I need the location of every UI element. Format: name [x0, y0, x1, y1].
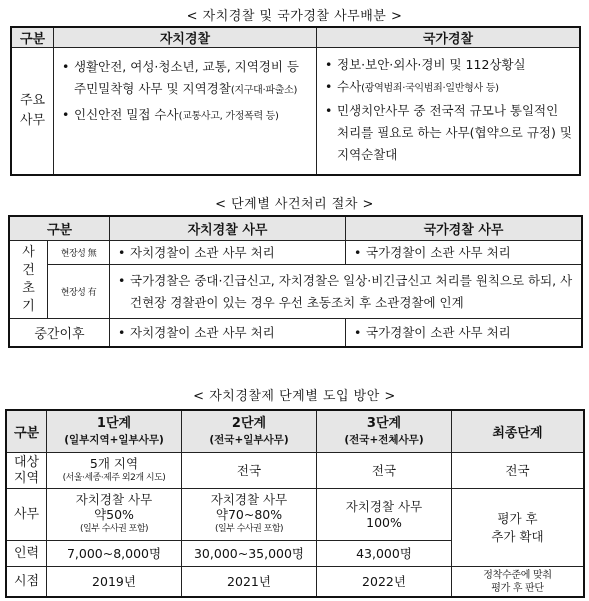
header-category: 구분 — [7, 411, 47, 453]
national-duty-item-2: • 수사(광역범죄·국익범죄·일반형사 등) — [323, 76, 573, 100]
row-label-duty: 사무 — [7, 489, 47, 541]
duty-stage2: 자치경찰 사무 약70~80% (일부 수사권 포함) — [182, 489, 317, 541]
header-stage2: 2단계 (전국+일부사무) — [182, 411, 317, 453]
initial-joint-cell: • 국가경찰은 중대·긴급신고, 자치경찰은 일상·비긴급신고 처리를 원칙으로 하되, 사건현장 경찰관이 있는 경우 우선 초동조치 후 소관경찰에 인계 — [110, 265, 582, 319]
local-duty-cell — [54, 48, 317, 175]
national-duty-item-1: • 정보·보안·외사·경비 및 112상황실 — [323, 54, 573, 76]
time-stage1: 2019년 — [47, 567, 182, 597]
scene-none-label: 현장성 無 — [48, 241, 110, 265]
row-label-main-duty: 주요 사무 — [12, 48, 54, 175]
header-national-police: 국가경찰 — [317, 28, 580, 48]
time-final: 정착수준에 맞춰 평가 후 판단 — [452, 567, 584, 597]
national-duty-cell — [317, 48, 580, 175]
header-local-police: 자치경찰 — [54, 28, 317, 48]
local-duty-item-2: • 인신안전 밀접 수사(교통사고, 가정폭력 등) — [60, 104, 310, 128]
staff-stage2: 30,000~35,000명 — [182, 541, 317, 567]
scene-yes-label: 현장성 有 — [48, 265, 110, 319]
initial-local-cell: • 자치경찰이 소관 사무 처리 — [110, 241, 346, 265]
section3-title: < 자치경찰제 단계별 도입 방안 > — [193, 389, 396, 404]
header-national-duty: 국가경찰 사무 — [346, 217, 582, 241]
staff-stage3: 43,000명 — [317, 541, 452, 567]
case-procedure-table — [9, 216, 582, 347]
row-label-timing: 시점 — [7, 567, 47, 597]
later-national-cell: • 국가경찰이 소관 사무 처리 — [346, 319, 582, 347]
section2-title: < 단계별 사건처리 절차 > — [215, 197, 374, 212]
header-stage3: 3단계 (전국+전체사무) — [317, 411, 452, 453]
region-stage2: 전국 — [182, 453, 317, 489]
time-stage3: 2022년 — [317, 567, 452, 597]
later-local-cell: • 자치경찰이 소관 사무 처리 — [110, 319, 346, 347]
duty-stage1: 자치경찰 사무 약50% (일부 수사권 포함) — [47, 489, 182, 541]
time-stage2: 2021년 — [182, 567, 317, 597]
phased-introduction-table — [6, 410, 584, 597]
staff-stage1: 7,000~8,000명 — [47, 541, 182, 567]
row-label-staff: 인력 — [7, 541, 47, 567]
duty-final: 평가 후 추가 확대 — [452, 489, 584, 567]
initial-national-cell: • 국가경찰이 소관 사무 처리 — [346, 241, 582, 265]
header-local-duty: 자치경찰 사무 — [110, 217, 346, 241]
header-category: 구분 — [12, 28, 54, 48]
region-stage3: 전국 — [317, 453, 452, 489]
police-duty-table — [11, 27, 580, 175]
header-final-stage: 최종단계 — [452, 411, 584, 453]
row-label-target-region: 대상 지역 — [7, 453, 47, 489]
row-label-initial-case: 사 건 초 기 — [10, 241, 48, 319]
local-duty-item-1: • 생활안전, 여성·청소년, 교통, 지역경비 등 주민밀착형 사무 및 지역경찰(지구대·파출소) — [60, 56, 310, 102]
row-label-mid-later: 중간이후 — [10, 319, 110, 347]
section1-title: < 자치경찰 및 국가경찰 사무배분 > — [186, 9, 403, 24]
header-stage1: 1단계 (일부지역+일부사무) — [47, 411, 182, 453]
national-duty-item-3: • 민생치안사무 중 전국적 규모나 통일적인 처리를 필요로 하는 사무(협약으로 규정) 및 지역순찰대 — [323, 100, 573, 166]
duty-stage3: 자치경찰 사무 100% — [317, 489, 452, 541]
region-final: 전국 — [452, 453, 584, 489]
region-stage1: 5개 지역 (서울·세종·제주 외2개 시도) — [47, 453, 182, 489]
header-category: 구분 — [10, 217, 110, 241]
